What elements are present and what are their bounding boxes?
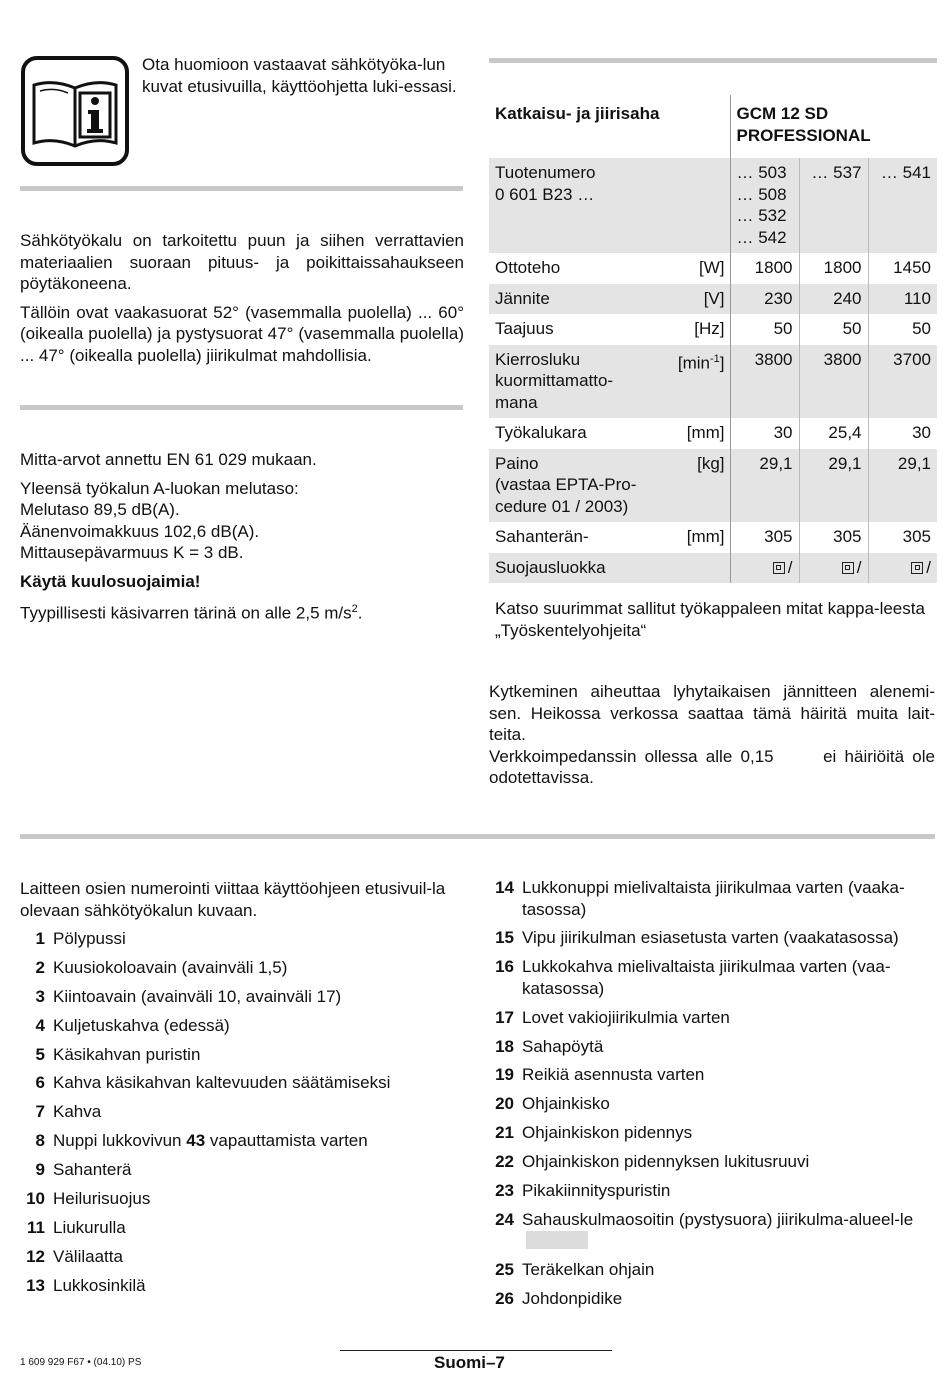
article-number-col2: … 537: [799, 158, 868, 253]
table-row: Paino (vastaa EPTA-Pro- cedure 01 / 2003) [kg] 29,1 29,1 29,1: [489, 449, 937, 523]
placeholder-box: [526, 1231, 588, 1249]
emc-section: [489, 681, 935, 789]
protection-class-value: /: [868, 553, 937, 584]
list-item: 12 Välilaatta: [26, 1246, 123, 1266]
list-item: 15 Vipu jiirikulman esiasetusta varten (vaakatasossa): [495, 928, 899, 948]
article-number-label: Tuotenumero 0 601 B23 …: [489, 158, 730, 253]
list-item: 11 Liukurulla: [27, 1217, 126, 1237]
table-row: Ottoteho [W] 1800 1800 1450: [489, 253, 937, 284]
list-item: 4 Kuljetuskahva (edessä): [35, 1015, 230, 1035]
article-number-col3: … 541: [868, 158, 937, 253]
protection-class-icon: [773, 562, 785, 574]
noise-line: Äänenvoimakkuus 102,6 dB(A).: [20, 521, 260, 541]
noise-standard: Mitta-arvot annettu EN 61 029 mukaan.: [20, 450, 317, 469]
emc-paragraph-2: Verkkoimpedanssin ollessa alle 0,15 ei häiriöitä ole odotettavissa.: [489, 746, 935, 787]
table-row: Taajuus [Hz] 50 50 50: [489, 314, 937, 345]
list-item: 9 Sahanterä: [35, 1160, 132, 1180]
noise-section: [20, 449, 464, 631]
protection-class-icon: [842, 562, 854, 574]
intended-use-paragraph-1: Sähkötyökalu on tarkoitettu puun ja siihen verrattavien materiaalien suoraan pituus- ja poikittaissahaukseen pöytäkoneena.: [20, 231, 464, 293]
intended-use-paragraph-2: Tällöin ovat vaakasuorat 52° (vasemmalla puolella) ... 60° (oikealla puolella) ja pystysuorat 47° (vasemmalla puolella) ... 47° (oikealla puolella) jiirikulmat mahdollisia.: [20, 302, 464, 365]
list-item: 8 Nuppi lukkovivun 43 vapauttamista varten: [35, 1131, 368, 1151]
rpm-unit: $[\min^{-1}]$: [664, 345, 730, 419]
list-item: 16 Lukkokahva mielivaltaista jiirikulmaa varten (vaa-katasossa): [495, 957, 891, 998]
section-rule: [20, 186, 463, 191]
rpm-label: Kierrosluku kuormittamatto- mana: [489, 345, 664, 419]
list-item: 7 Kahva: [35, 1102, 102, 1122]
noise-line: Mittausepävarmuus K = 3 dB.: [20, 543, 244, 562]
components-list-right: [489, 877, 935, 1317]
list-item: 1 Pölypussi: [35, 929, 126, 948]
list-item: 21 Ohjainkiskon pidennys: [495, 1123, 693, 1143]
weight-label: Paino (vastaa EPTA-Pro- cedure 01 / 2003): [489, 449, 664, 523]
table-row: Kierrosluku kuormittamatto- mana $[\min^{-1}]$ 3800 3800 3700: [489, 345, 937, 419]
table-header-row: [489, 95, 937, 158]
list-item: 17 Lovet vakiojiirikulmia varten: [495, 1007, 730, 1027]
list-item: 19 Reikiä asennusta varten: [495, 1065, 705, 1085]
footer-rule: [340, 1350, 612, 1351]
list-item: 2 Kuusiokoloavain (avainväli 1,5): [35, 957, 288, 977]
table-row: Työkalukara [mm] 30 25,4 30: [489, 418, 937, 449]
list-item: 25 Teräkelkan ohjain: [495, 1260, 655, 1280]
components-list-left: [20, 928, 460, 1304]
table-header-model: GCM 12 SD PROFESSIONAL: [736, 104, 871, 145]
noise-line: Yleensä työkalun A-luokan melutaso:: [20, 478, 299, 498]
components-intro: Laitteen osien numerointi viittaa käyttöohjeen etusivuil-la olevaan sähkötyökalun kuvaan.: [20, 879, 446, 920]
section-rule: [20, 405, 463, 410]
list-item: 24 Sahauskulmaosoitin (pystysuora) jiirikulma-alueel-le: [489, 1209, 935, 1252]
page-number: Suomi–7: [434, 1353, 505, 1372]
list-item: 6 Kahva käsikahvan kaltevuuden säätämiseksi: [35, 1073, 391, 1093]
noise-values: [20, 478, 464, 564]
protection-class-icon: [911, 562, 923, 574]
notice-text: Ota huomioon vastaavat sähkötyöka-lun kuvat etusivuilla, käyttöohjetta luki-essasi.: [142, 55, 457, 96]
list-item: 18 Sahapöytä: [495, 1036, 604, 1056]
noise-line: Melutaso 89,5 dB(A).: [20, 500, 180, 519]
vibration-text: Tyypillisesti käsivarren tärinä on alle 2,5 $m/s^2$.: [20, 603, 363, 623]
list-item: 3 Kiintoavain (avainväli 10, avainväli 17): [35, 986, 342, 1006]
table-row: Suojausluokka / / /: [489, 553, 937, 584]
list-item: 20 Ohjainkisko: [495, 1094, 610, 1114]
list-item: 13 Lukkosinkilä: [26, 1275, 146, 1295]
intended-use-section: [20, 230, 464, 373]
list-item: 5 Käsikahvan puristin: [35, 1044, 201, 1064]
list-item: 23 Pikakiinnityspuristin: [495, 1181, 671, 1201]
table-row: [489, 158, 937, 253]
hearing-protection-warning: Käytä kuulosuojaimia!: [20, 571, 201, 591]
list-item: 26 Johdonpidike: [495, 1289, 623, 1309]
protection-class-value: /: [799, 553, 868, 584]
list-item: 22 Ohjainkiskon pidennyksen lukitusruuvi: [495, 1152, 810, 1172]
protection-class-value: /: [730, 553, 799, 584]
table-footnote: Katso suurimmat sallitut työkappaleen mitat kappa-leesta „Työskentelyohjeita“: [495, 599, 925, 640]
table-row: Sahanterän- [mm] 305 305 305: [489, 522, 937, 553]
section-rule: [489, 58, 937, 63]
article-number-col1: … 503 … 508 … 532 … 542: [730, 158, 799, 253]
read-manual-icon: [20, 55, 130, 167]
section-rule: [20, 834, 935, 839]
technical-data-table: [489, 95, 937, 583]
emc-paragraph-1: Kytkeminen aiheuttaa lyhytaikaisen jännitteen alenemi-sen. Heikossa verkossa saattaa tämä häiritä muita lait-teita.: [489, 682, 935, 744]
table-header-product: Katkaisu- ja jiirisaha: [489, 95, 730, 158]
list-item: 14 Lukkonuppi mielivaltaista jiirikulmaa varten (vaaka-tasossa): [495, 878, 905, 919]
list-item: 10 Heilurisuojus: [26, 1189, 151, 1209]
document-code: 1 609 929 F67 • (04.10) PS: [20, 1357, 142, 1368]
table-row: Jännite [V] 230 240 110: [489, 284, 937, 315]
